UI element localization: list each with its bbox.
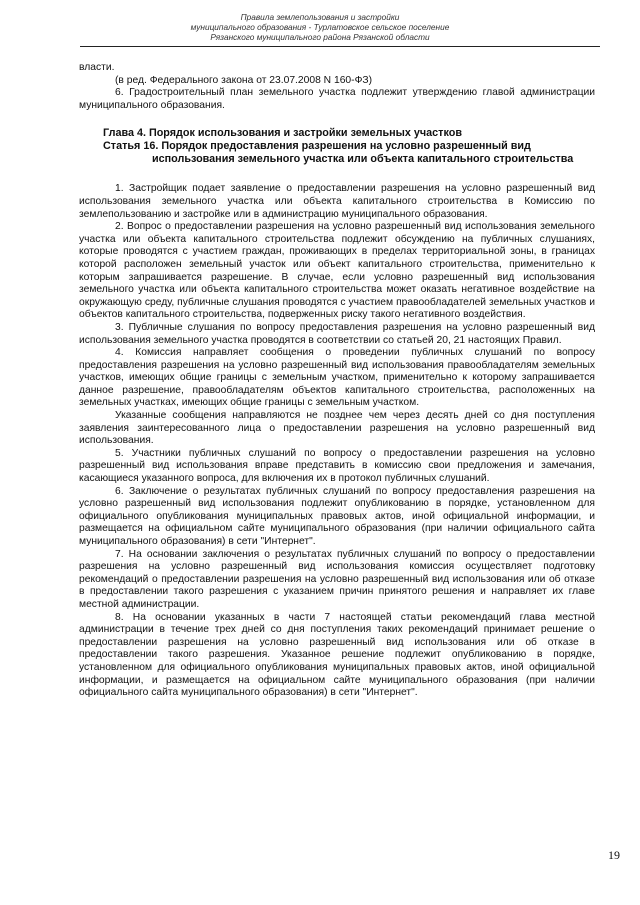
paragraph: Указанные сообщения направляются не позднее чем через десять дней со дня поступления заявления заинтересованного лица о предоставлении разрешения на условно разрешенный вид использования.: [79, 410, 595, 447]
intro-paragraph-3: 6. Градостроительный план земельного участка подлежит утверждению главой администрации муниципального образования.: [79, 87, 595, 111]
intro-paragraph-2: (в ред. Федерального закона от 23.07.2008 N 160-ФЗ): [115, 74, 373, 86]
intro-paragraph-1: власти.: [79, 62, 115, 73]
article-heading-block: [79, 127, 595, 166]
article-title: использования земельного участка или объекта капитального строительства: [152, 153, 574, 166]
paragraph: 4. Комиссия направляет сообщения о проведении публичных слушаний по вопросу предоставления разрешения на условно разрешенный вид использования правообладателям земельных участков, имеющих общие границы с земельным участком, применительно к которому запрашивается данное разрешение, правообладателям объектов капитального строительства, расположенных на земельных участках, имеющих общие границы с земельным участком.: [79, 347, 595, 409]
running-header: [60, 12, 580, 42]
paragraph: 1. Застройщик подает заявление о предоставлении разрешения на условно разрешенный вид использования земельного участка или объекта капитального строительства в Комиссию по землепользованию и застройке или в администрацию муниципального образования.: [79, 183, 595, 220]
header-line-2: муниципального образования - Турлатовское сельское поселение: [190, 22, 450, 32]
header-line-1: Правила землепользования и застройки: [240, 12, 400, 22]
paragraph: 2. Вопрос о предоставлении разрешения на условно разрешенный вид использования земельного участка или объекта капитального строительства подлежит обсуждению на публичных слушаниях, которые проводятся с участием граждан, проживающих в пределах территориальной зоны, в границах которой расположен земельный участок или объект капитального строительства, применительно к которым запрашивается разрешение. В случае, если условно разрешенный вид использования земельного участка или объекта капитального строительства может оказать негативное воздействие на окружающую среду, публичные слушания проводятся с участием правообладателей земельных участков и объектов капитального строительства, подверженных риску такого негативного воздействия.: [79, 221, 595, 321]
paragraph: 5. Участники публичных слушаний по вопросу о предоставлении разрешения на условно разрешенный вид использования вправе представить в комиссию свои предложения и замечания, касающиеся указанного вопроса, для включения их в протокол публичных слушаний.: [79, 447, 595, 485]
paragraph: 3. Публичные слушания по вопросу предоставления разрешения на условно разрешенный вид использования земельного участка проводятся в соответствии со статьей 20, 21 настоящих Правил.: [79, 321, 595, 346]
paragraph: 7. На основании заключения о результатах публичных слушаний по вопросу о предоставлении разрешения на условно разрешенный вид использования комиссия осуществляет подготовку рекомендаций о предоставлении разрешения на условно разрешенный вид использования или об отказе в предоставлении такого разрешения с указанием причин принятого решения и направляет их главе местной администрации.: [79, 548, 595, 610]
article-number: Статья 16. Порядок предоставления разрешения на условно разрешенный вид: [103, 140, 531, 153]
page-number: 19: [608, 848, 620, 862]
chapter-title: Глава 4. Порядок использования и застройки земельных участков: [103, 127, 462, 140]
header-divider: [80, 46, 600, 47]
paragraph: 6. Заключение о результатах публичных слушаний по вопросу предоставления разрешения на условно разрешенный вид использования подлежит опубликованию в порядке, установленном для официального опубликования муниципальных правовых актов, иной официальной информации, и размещается на официальном сайте муниципального образования (при наличии официального сайта муниципального образования) в сети "Интернет".: [79, 485, 595, 547]
document-body: [79, 62, 595, 700]
header-line-3: Рязанского муниципального района Рязанской области: [210, 32, 430, 42]
paragraph: 8. На основании указанных в части 7 настоящей статьи рекомендаций глава местной администрации в течение трех дней со дня поступления таких рекомендаций принимает решение о предоставлении разрешения на условно разрешенный вид использования или об отказе в предоставлении такого разрешения. Указанное решение подлежит опубликованию в порядке, установленном для официального опубликования муниципальных правовых актов, иной официальной информации, и размещается на официальном сайте муниципального образования (при наличии официального сайта муниципального образования) в сети "Интернет".: [79, 611, 595, 699]
